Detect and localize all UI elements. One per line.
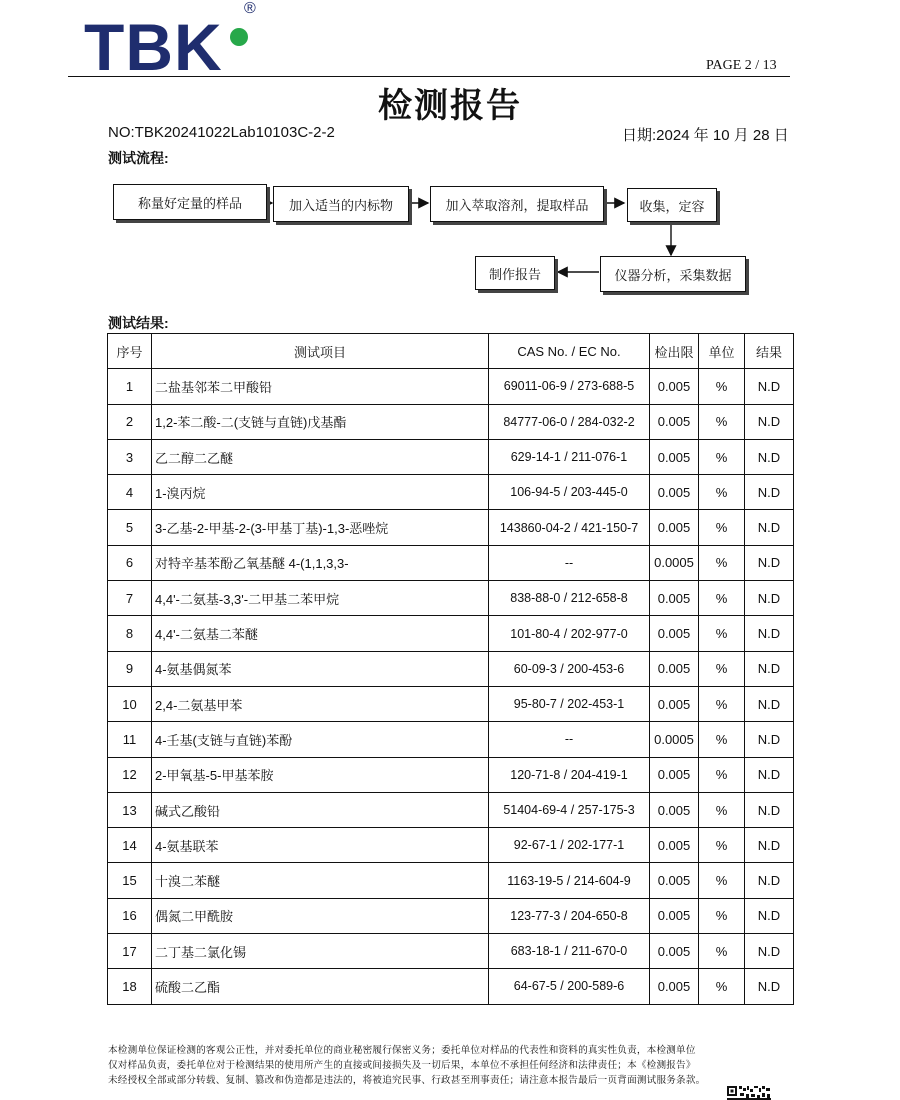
cell-limit: 0.005 [650,792,699,827]
cell-seq: 8 [108,616,152,651]
cell-item: 4,4'-二氨基二苯醚 [152,616,489,651]
cell-seq: 6 [108,545,152,580]
logo-text: TBK [84,10,223,84]
cell-item: 二丁基二氯化锡 [152,934,489,969]
cell-seq: 9 [108,651,152,686]
cell-limit: 0.005 [650,651,699,686]
cell-unit: % [699,439,745,474]
table-row [108,934,794,969]
flow-step-internal-standard: 加入适当的内标物 [273,186,409,222]
flow-step-extract: 加入萃取溶剂，提取样品 [430,186,604,222]
cell-seq: 1 [108,369,152,404]
cell-unit: % [699,934,745,969]
cell-unit: % [699,686,745,721]
cell-cas: 84777-06-0 / 284-032-2 [489,404,650,439]
table-row [108,510,794,545]
cell-item: 对特辛基苯酚乙氧基醚 4-(1,1,3,3- [152,545,489,580]
process-label: 测试流程: [108,150,169,166]
cell-seq: 11 [108,722,152,757]
cell-result: N.D [745,828,794,863]
cell-item: 4-氨基偶氮苯 [152,651,489,686]
table-row [108,404,794,439]
registered-mark: ® [244,0,256,17]
cell-seq: 18 [108,969,152,1004]
cell-result: N.D [745,969,794,1004]
cell-result: N.D [745,651,794,686]
cell-unit: % [699,898,745,933]
results-table [107,333,794,1005]
flow-step-report: 制作报告 [475,256,555,290]
header-cas: CAS No. / EC No. [489,334,650,369]
cell-limit: 0.005 [650,863,699,898]
cell-cas: 106-94-5 / 203-445-0 [489,475,650,510]
header-item: 测试项目 [152,334,489,369]
cell-cas: 838-88-0 / 212-658-8 [489,581,650,616]
cell-limit: 0.005 [650,757,699,792]
disclaimer-line-2: 仅对样品负责，委托单位对于检测结果的使用所产生的直接或间接损失及一切后果，本单位不承担任何经济和法律责任；本《检测报告》 [108,1060,696,1071]
cell-limit: 0.005 [650,686,699,721]
cell-seq: 7 [108,581,152,616]
table-row [108,439,794,474]
cell-cas: 143860-04-2 / 421-150-7 [489,510,650,545]
report-title: 检测报告 [378,86,522,126]
flow-step-analysis: 仪器分析，采集数据 [600,256,746,292]
table-row [108,686,794,721]
cell-result: N.D [745,439,794,474]
cell-unit: % [699,863,745,898]
disclaimer-line-3: 未经授权全部或部分转载、复制、篡改和伪造都是违法的，将被追究民事、行政甚至刑事责任；请注意本报告最后一页背面测试服务条款。 [108,1075,706,1086]
logo-green-dot [230,28,248,46]
cell-limit: 0.005 [650,439,699,474]
cell-limit: 0.005 [650,934,699,969]
cell-limit: 0.005 [650,828,699,863]
table-row [108,863,794,898]
header-seq: 序号 [108,334,152,369]
cell-seq: 5 [108,510,152,545]
cell-unit: % [699,969,745,1004]
cell-item: 4,4'-二氨基-3,3'-二甲基二苯甲烷 [152,581,489,616]
cell-seq: 3 [108,439,152,474]
cell-limit: 0.005 [650,898,699,933]
cell-cas: 60-09-3 / 200-453-6 [489,651,650,686]
cell-result: N.D [745,934,794,969]
table-row [108,581,794,616]
cell-seq: 14 [108,828,152,863]
cell-item: 乙二醇二乙醚 [152,439,489,474]
cell-limit: 0.005 [650,404,699,439]
results-label: 测试结果: [108,315,169,331]
cell-item: 4-壬基(支链与直链)苯酚 [152,722,489,757]
cell-seq: 17 [108,934,152,969]
cell-result: N.D [745,898,794,933]
cell-limit: 0.005 [650,510,699,545]
cell-unit: % [699,510,745,545]
cell-seq: 16 [108,898,152,933]
cell-result: N.D [745,863,794,898]
cell-result: N.D [745,581,794,616]
cell-unit: % [699,828,745,863]
table-row [108,369,794,404]
table-row [108,757,794,792]
disclaimer-line-1: 本检测单位保证检测的客观公正性，并对委托单位的商业秘密履行保密义务；委托单位对样品的代表性和资料的真实性负责，本检测单位 [108,1045,696,1056]
cell-cas: 69011-06-9 / 273-688-5 [489,369,650,404]
cell-limit: 0.0005 [650,722,699,757]
cell-limit: 0.005 [650,616,699,651]
cell-result: N.D [745,475,794,510]
header-rule [68,76,790,77]
cell-item: 二盐基邻苯二甲酸铅 [152,369,489,404]
table-row [108,898,794,933]
cell-item: 偶氮二甲酰胺 [152,898,489,933]
cell-limit: 0.005 [650,475,699,510]
cell-item: 4-氨基联苯 [152,828,489,863]
cell-seq: 4 [108,475,152,510]
cell-cas: 629-14-1 / 211-076-1 [489,439,650,474]
cell-cas: 92-67-1 / 202-177-1 [489,828,650,863]
cell-unit: % [699,651,745,686]
cell-limit: 0.005 [650,581,699,616]
cell-result: N.D [745,616,794,651]
table-row [108,969,794,1004]
cell-unit: % [699,581,745,616]
cell-cas: -- [489,722,650,757]
cell-unit: % [699,616,745,651]
report-date: 日期:2024 年 10 月 28 日 [622,127,789,144]
table-row [108,475,794,510]
cell-cas: 101-80-4 / 202-977-0 [489,616,650,651]
cell-seq: 12 [108,757,152,792]
cell-item: 3-乙基-2-甲基-2-(3-甲基丁基)-1,3-恶唑烷 [152,510,489,545]
cell-item: 碱式乙酸铅 [152,792,489,827]
cell-cas: 120-71-8 / 204-419-1 [489,757,650,792]
cell-result: N.D [745,545,794,580]
cell-cas: -- [489,545,650,580]
cell-cas: 64-67-5 / 200-589-6 [489,969,650,1004]
report-number: NO:TBK20241022Lab10103C-2-2 [108,124,335,141]
cell-limit: 0.0005 [650,545,699,580]
table-row [108,651,794,686]
cell-unit: % [699,475,745,510]
cell-cas: 95-80-7 / 202-453-1 [489,686,650,721]
cell-unit: % [699,757,745,792]
cell-cas: 1163-19-5 / 214-604-9 [489,863,650,898]
disclaimer [108,1043,794,1088]
tbk-logo [84,10,264,84]
table-row [108,828,794,863]
cell-item: 十溴二苯醚 [152,863,489,898]
cell-result: N.D [745,510,794,545]
cell-item: 2-甲氧基-5-甲基苯胺 [152,757,489,792]
cell-item: 1-溴丙烷 [152,475,489,510]
page-number: PAGE 2 / 13 [706,58,777,73]
cell-item: 硫酸二乙酯 [152,969,489,1004]
cell-result: N.D [745,722,794,757]
flow-step-weigh: 称量好定量的样品 [113,184,267,220]
cell-cas: 51404-69-4 / 257-175-3 [489,792,650,827]
cell-item: 1,2-苯二酸-二(支链与直链)戊基酯 [152,404,489,439]
results-body [108,369,794,1004]
cell-limit: 0.005 [650,969,699,1004]
cell-result: N.D [745,792,794,827]
cell-unit: % [699,404,745,439]
cell-result: N.D [745,757,794,792]
cell-unit: % [699,369,745,404]
table-row [108,722,794,757]
cell-seq: 13 [108,792,152,827]
cell-seq: 15 [108,863,152,898]
cell-result: N.D [745,686,794,721]
header-unit: 单位 [699,334,745,369]
header-result: 结果 [745,334,794,369]
cell-result: N.D [745,369,794,404]
header-limit: 检出限 [650,334,699,369]
cell-unit: % [699,792,745,827]
cell-unit: % [699,722,745,757]
cell-seq: 2 [108,404,152,439]
table-row [108,616,794,651]
cell-seq: 10 [108,686,152,721]
table-row [108,545,794,580]
table-header-row [108,334,794,369]
cell-unit: % [699,545,745,580]
cell-result: N.D [745,404,794,439]
cell-cas: 123-77-3 / 204-650-8 [489,898,650,933]
flow-step-collect: 收集，定容 [627,188,717,222]
qr-code-icon [727,1086,771,1100]
table-row [108,792,794,827]
cell-item: 2,4-二氨基甲苯 [152,686,489,721]
cell-cas: 683-18-1 / 211-670-0 [489,934,650,969]
cell-limit: 0.005 [650,369,699,404]
